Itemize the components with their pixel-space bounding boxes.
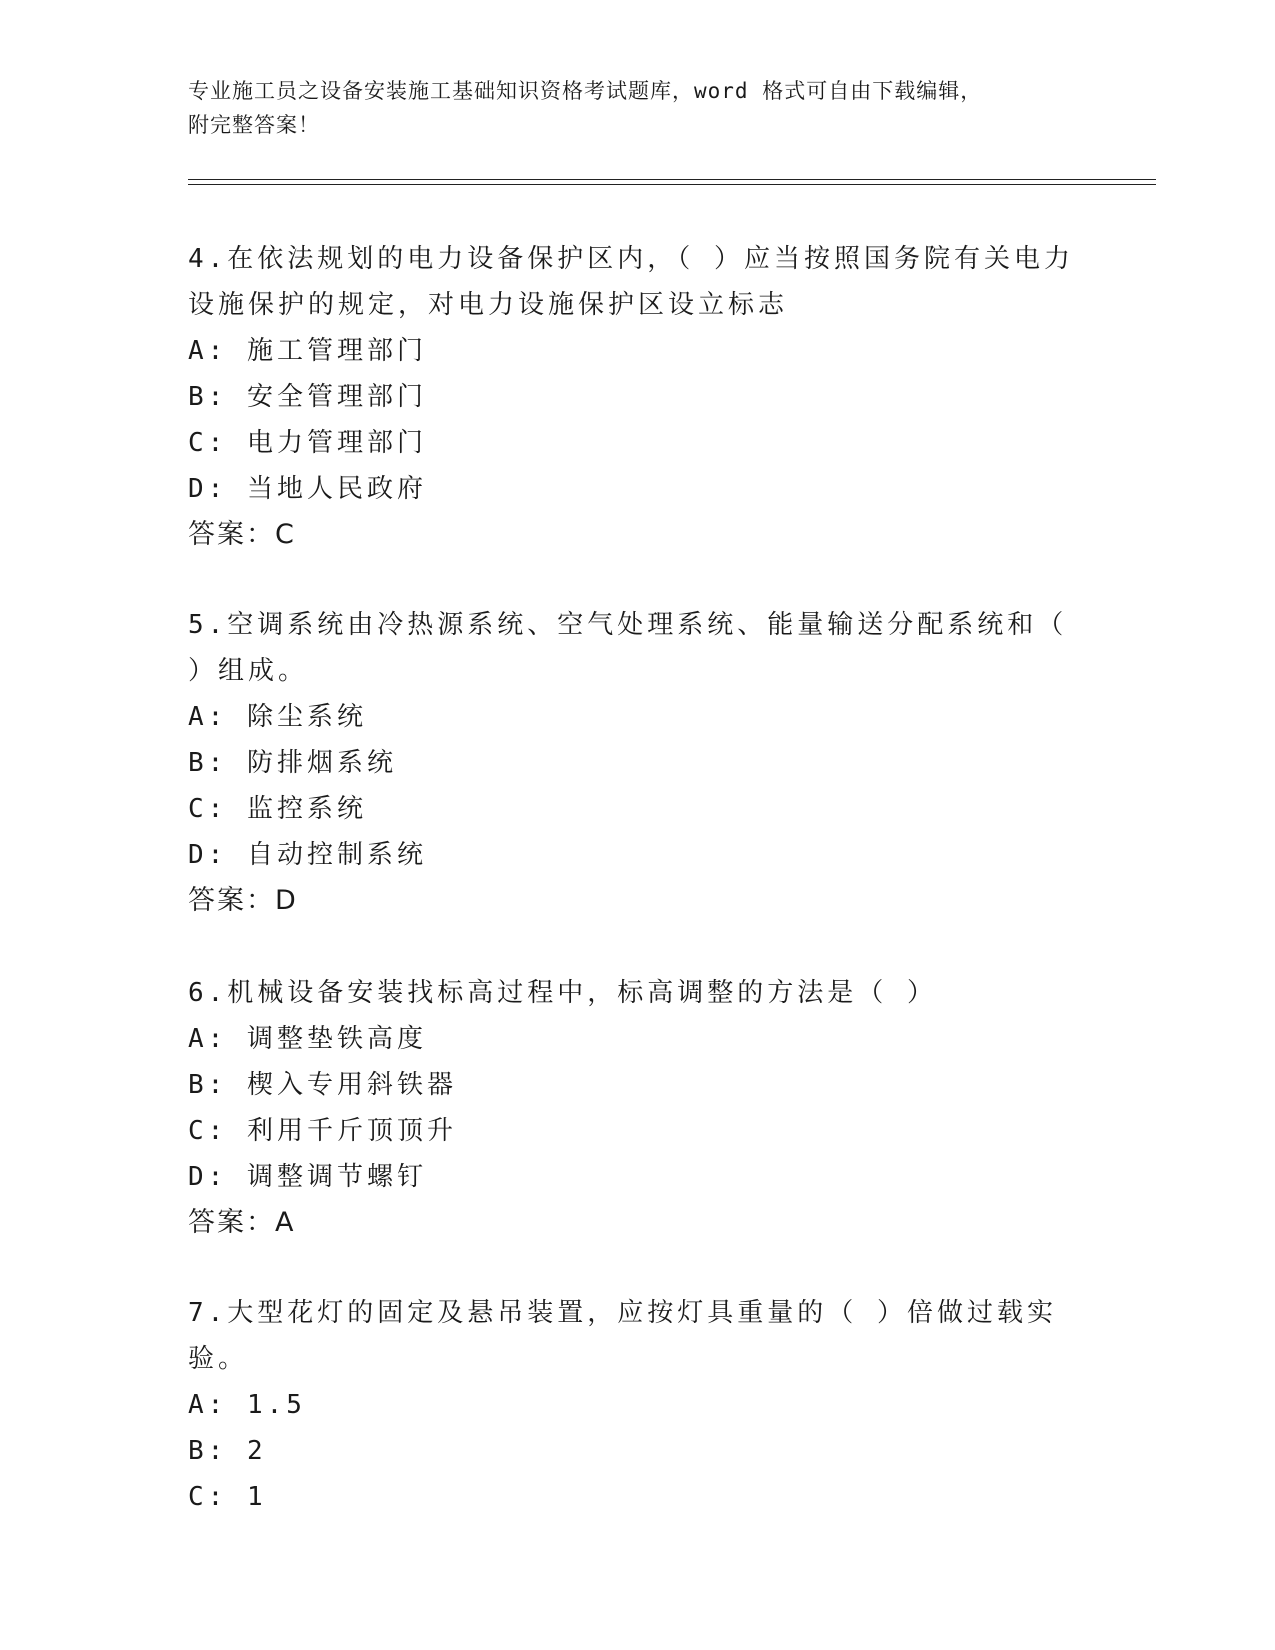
option-b: B: 防排烟系统: [188, 748, 397, 778]
option-a: A: 1.5: [188, 1390, 306, 1420]
option-d: D: 自动控制系统: [188, 840, 427, 870]
answer: 答案：C: [188, 519, 296, 550]
option-a: A: 调整垫铁高度: [188, 1024, 427, 1054]
option-c: C: 利用千斤顶顶升: [188, 1116, 457, 1146]
question-7: [188, 1290, 1088, 1520]
option-c: C: 电力管理部门: [188, 428, 427, 458]
option-d: D: 调整调节螺钉: [188, 1162, 427, 1192]
header-line-2: 附完整答案！: [188, 113, 320, 137]
question-text: 4.在依法规划的电力设备保护区内，（ ）应当按照国务院有关电力设施保护的规定，对电力设施保护区设立标志: [188, 244, 1074, 320]
option-a: A: 除尘系统: [188, 702, 367, 732]
question-5: [188, 602, 1088, 924]
question-6: [188, 970, 1088, 1246]
answer: 答案：D: [188, 885, 298, 916]
answer: 答案：A: [188, 1207, 296, 1238]
option-c: C: 监控系统: [188, 794, 367, 824]
option-b: B: 楔入专用斜铁器: [188, 1070, 457, 1100]
question-text: 7.大型花灯的固定及悬吊装置，应按灯具重量的（ ）倍做过载实验。: [188, 1298, 1057, 1374]
option-d: D: 当地人民政府: [188, 474, 427, 504]
header-divider-top: [188, 179, 1156, 180]
question-4: [188, 236, 1088, 558]
option-a: A: 施工管理部门: [188, 336, 427, 366]
document-header: [188, 74, 1088, 142]
header-divider-bottom: [188, 184, 1156, 185]
header-line-1: 专业施工员之设备安装施工基础知识资格考试题库，word 格式可自由下载编辑，: [188, 79, 983, 103]
option-c: C: 1: [188, 1482, 267, 1512]
question-text: 5.空调系统由冷热源系统、空气处理系统、能量输送分配系统和（ ）组成。: [188, 610, 1068, 686]
question-text: 6.机械设备安装找标高过程中，标高调整的方法是（ ）: [188, 978, 937, 1008]
option-b: B: 2: [188, 1436, 267, 1466]
option-b: B: 安全管理部门: [188, 382, 427, 412]
